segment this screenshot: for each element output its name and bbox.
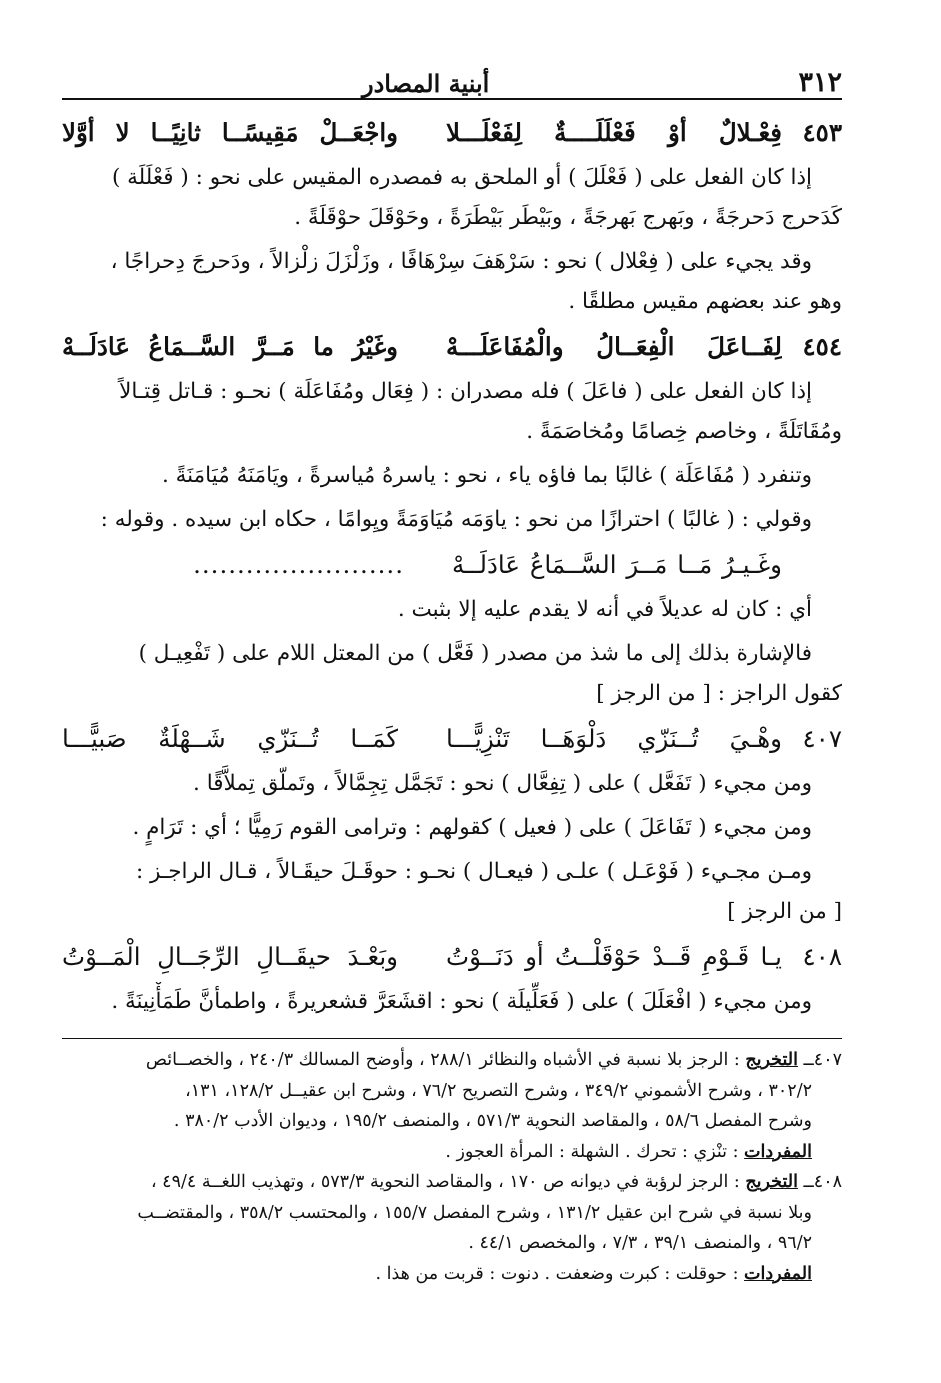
verse-dots: ........................ xyxy=(193,550,404,579)
footnotes xyxy=(62,1045,842,1289)
text-line: كقول الراجز : [ من الرجز ] xyxy=(596,681,842,706)
paragraph-tafaa33ul: ومن مجيء ( تَفَعَّل ) على ( تِفِعَّال ) نحو : تَجَمَّل تِجِمَّالاً ، وتَملّق تِملاَّقًا . xyxy=(193,771,812,796)
verse-408 xyxy=(62,932,842,982)
footnote-line xyxy=(62,1137,842,1168)
paragraph-mufaa3ala: وتنفرد ( مُفَاعَلَة ) غالبًا بما فاؤه ياء ، نحو : ياسرهُ مُياسرةً ، ويَامَنَهُ مُيَامَنَةً . xyxy=(161,463,812,488)
verse-first-hemistich: فِعْـلالٌ أوْ فَعْلَلَــــةٌ لِفَعْلَـــلا xyxy=(446,118,782,147)
footnote-408 xyxy=(62,1167,842,1289)
text-line: كَدَحرج دَحرجَةً ، وبَهرج بَهرجَةً ، وبَيْطَر بَيْطَرَةً ، وحَوْقَلَ حوْقَلَةً . xyxy=(294,205,842,230)
footnote-text: : حوقلت : كبرت وضعفت . دنوت : قربت من هذا . xyxy=(375,1263,739,1284)
paragraph-adilan: أي : كان له عديلاً في أنه لا يقدم عليه إلا بثبت . xyxy=(397,597,812,622)
footnote-separator xyxy=(62,1038,842,1039)
footnote-text: : الرجز بلا نسبة في الأشباه والنظائر ٢٨٨/١ ، وأوضح المسالك ٢٤٠/٣ ، والخصــائص xyxy=(145,1050,740,1070)
page-header xyxy=(62,58,842,100)
verse-number: ٤٠٨ xyxy=(802,942,842,971)
verse-first-hemistich: لِفَــاعَلَ الْفِعَــالُ والْمُفَاعَلَـــهْ xyxy=(446,332,782,361)
paragraph-ishara xyxy=(62,634,842,714)
text-line: فالإشارة بذلك إلى ما شذ من مصدر ( فَعَّل ) من المعتل اللام على ( تَفْعِيـل ) xyxy=(138,641,812,666)
verse-second-hemistich: كَمَــا تُــنَزّي شَــهْلَةٌ صَبيًّـــا xyxy=(62,724,398,753)
paragraph-faw3ala xyxy=(62,852,842,932)
text-line: [ من الرجز ] xyxy=(727,899,842,924)
footnote-line: وشرح المفصل ٥٨/٦ ، والمقاصد النحوية ٥٧١/٣ ، والمنصف ١٩٥/٢ ، وديوان الأدب ٣٨٠/٢ . xyxy=(173,1111,812,1131)
footnote-text: : الرجز لرؤبة في ديوانه ص ١٧٠ ، والمقاصد النحوية ٥٧٣/٣ ، وتهذيب اللغــة ٤٩/٤ ، xyxy=(150,1172,740,1192)
main-text xyxy=(62,108,842,1022)
verse-number: ٤٥٣ xyxy=(802,118,842,147)
text-line: ومُقَاتَلَةً ، وخاصم خِصامًا ومُخاصَمَةً . xyxy=(526,419,842,444)
paragraph-fi3lal xyxy=(62,242,842,322)
text-line: وهو عند بعضهم مقيس مطلقًا . xyxy=(568,289,842,314)
verse-407 xyxy=(62,714,842,764)
page-number: ٣١٢ xyxy=(798,67,842,98)
footnote-line: ٣٠٢/٢ ، وشرح الأشموني ٣٤٩/٢ ، وشرح التصريح ٧٦/٢ ، وشرح ابن عقيــل ١٢٨/٢، ١٣١، xyxy=(185,1080,812,1101)
footnote-number: ٤٠٧ــ xyxy=(803,1050,842,1070)
text-line: إذا كان الفعل على ( فَعْلَلَ ) أو الملحق به فمصدره المقيس على نحو : ( فَعْلَلَة ) xyxy=(111,165,812,190)
footnote-407 xyxy=(62,1045,842,1167)
verse-first-hemistich: وغَـيـرُ مَــا مَــرَ السَّــمَاعُ عَادَلَــهْ xyxy=(452,550,782,579)
paragraph-tafaa3ala: ومن مجيء ( تَفَاعَلَ ) على ( فعيل ) كقولهم : وترامى القوم رَمِيًّا ؛ أي : تَرَامٍ . xyxy=(132,815,812,840)
takhrij-label: التخريج xyxy=(745,1172,798,1192)
footnote-line: ٩٦/٢ ، والمنصف ٣٩/١ ، ٧/٣ ، والمخصص ٤٤/١ . xyxy=(468,1233,812,1253)
text-line: وقد يجيء على ( فِعْلال ) نحو : سَرْهَفَ سِرْهَافًا ، وزَلْزَلَ زلْزالاً ، ودَحرجَ دِحراجًا ، xyxy=(110,249,812,274)
footnote-number: ٤٠٨ــ xyxy=(803,1172,842,1192)
footnote-line xyxy=(62,1167,842,1198)
verse-second-hemistich: وغَيْرُ ما مَــرَّ السَّــمَاعُ عَادَلَــهْ xyxy=(62,332,398,361)
footnote-line xyxy=(62,1045,842,1076)
footnote-text: : تنْزي : تحرك . الشهلة : المرأة العجوز . xyxy=(445,1141,739,1162)
quoted-hemistich xyxy=(62,540,842,590)
verse-number: ٤٥٤ xyxy=(802,332,842,361)
footnote-line xyxy=(62,1259,842,1290)
footnote-line: وبلا نسبة في شرح ابن عقيل ١٣١/٢ ، وشرح المفصل ١٥٥/٧ ، والمحتسب ٣٥٨/٢ ، والمقتضــب xyxy=(137,1202,812,1223)
paragraph-if3alalla: ومن مجيء ( افْعَلَلَ ) على ( فَعَلِّيلَة ) نحو : اقشَعَرَّ قشعريرةً ، واطمأنَّ طَمَأْنِينَةً . xyxy=(111,989,812,1014)
verse-second-hemistich: وبَعْـدَ حيقَــالِ الرِّجَــالِ الْمَــوْتُ xyxy=(62,942,398,971)
mufradat-label: المفردات xyxy=(744,1141,812,1162)
paragraph-ghaliban: وقولي : ( غالبًا ) احترازًا من نحو : ياوَمَه مُيَاوَمَةً ويِوامًا ، حكاه ابن سيده . وقوله : xyxy=(100,507,812,532)
book-page xyxy=(62,58,842,1289)
takhrij-label: التخريج xyxy=(745,1050,798,1070)
running-title: أبنية المصادر xyxy=(362,69,490,98)
verse-second-hemistich: واجْعَــلْ مَقِيسًــا ثانِيًــا لا أوَّلا xyxy=(62,118,398,147)
verse-453 xyxy=(62,108,842,158)
mufradat-label: المفردات xyxy=(744,1263,812,1284)
paragraph-fa3lala xyxy=(62,158,842,238)
text-line: إذا كان الفعل على ( فاعَلَ ) فله مصدران : ( فِعَال ومُفَاعَلَة ) نحـو : قـاتل قِتـالاً xyxy=(119,379,812,404)
verse-first-hemistich: وهْـيَ تُــنَزّي دَلْوَهَــا تَنْزِيًّـــا xyxy=(446,724,782,753)
verse-number: ٤٠٧ xyxy=(802,724,842,753)
verse-first-hemistich: يـا قَـوْمِ قَــدْ حَوْقَلْــتُ أو دَنَــوْتُ xyxy=(446,942,782,971)
text-line: ومـن مجـيء ( فَوْعَـل ) علـى ( فيعـال ) نحـو : حوقَـلَ حيقَـالاً ، قـال الراجـز : xyxy=(135,859,812,884)
verse-454 xyxy=(62,322,842,372)
paragraph-faa3ala xyxy=(62,372,842,452)
